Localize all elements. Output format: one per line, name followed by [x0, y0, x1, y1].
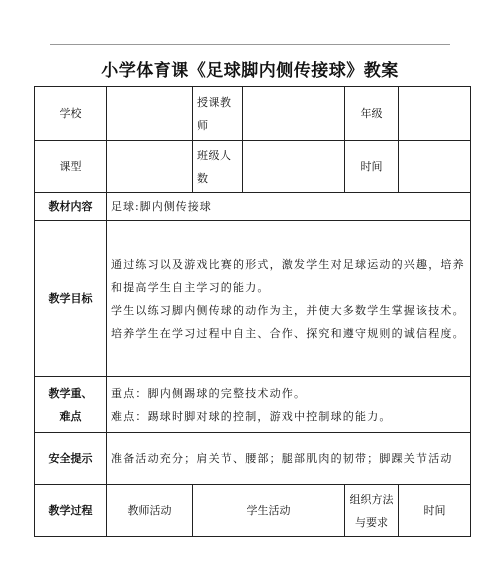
key-points-label [35, 377, 107, 433]
process-label: 教学过程 [35, 485, 107, 537]
teacher-label: 授课教师 [193, 87, 243, 141]
objective-item: 学生以练习脚内侧传球的动作为主，并使大多数学生掌握该技术。 [111, 303, 465, 317]
objectives-label: 教学目标 [35, 221, 107, 377]
lesson-plan-table [34, 86, 471, 537]
time-header: 时间 [399, 485, 471, 537]
key-points-row [35, 377, 471, 433]
objective-item: 培养学生在学习过程中自主、合作、探究和遵守规则的诚信程度。 [111, 326, 465, 340]
objectives-row [35, 221, 471, 377]
organization-header: 组织方法与要求 [345, 485, 399, 537]
key-difficulty-text: 难点：踢球时脚对球的控制，游戏中控制球的能力。 [111, 409, 392, 423]
safety-value: 准备活动充分；肩关节、腰部；腿部肌肉的韧带；脚踝关节活动 [107, 433, 471, 485]
teacher-value-cell [243, 87, 345, 141]
safety-label: 安全提示 [35, 433, 107, 485]
content-label: 教材内容 [35, 193, 107, 221]
teacher-activity-header: 教师活动 [107, 485, 193, 537]
key-points-label-line2: 难点 [59, 409, 82, 423]
content-row [35, 193, 471, 221]
school-value-cell [107, 87, 193, 141]
safety-row [35, 433, 471, 485]
top-divider [50, 44, 450, 45]
class-size-value-cell [243, 141, 345, 193]
objectives-list [107, 221, 471, 377]
info-row-lesson-type [35, 141, 471, 193]
content-value: 足球:脚内侧传接球 [107, 193, 471, 221]
key-points-label-line1: 教学重、 [48, 386, 93, 400]
time-label: 时间 [345, 141, 399, 193]
lesson-type-label: 课型 [35, 141, 107, 193]
student-activity-header: 学生活动 [193, 485, 345, 537]
grade-value-cell [399, 87, 471, 141]
time-value-cell [399, 141, 471, 193]
objective-item: 通过练习以及游戏比赛的形式，激发学生对足球运动的兴趣，培养和提高学生自主学习的能力。 [111, 257, 465, 294]
document-title: 小学体育课《足球脚内侧传接球》教案 [101, 61, 399, 81]
school-label: 学校 [35, 87, 107, 141]
key-focus-text: 重点：脚内侧踢球的完整技术动作。 [111, 386, 307, 400]
class-size-label: 班级人数 [193, 141, 243, 193]
key-points-content [107, 377, 471, 433]
info-row-school [35, 87, 471, 141]
grade-label: 年级 [345, 87, 399, 141]
lesson-type-value-cell [107, 141, 193, 193]
process-header-row [35, 485, 471, 537]
